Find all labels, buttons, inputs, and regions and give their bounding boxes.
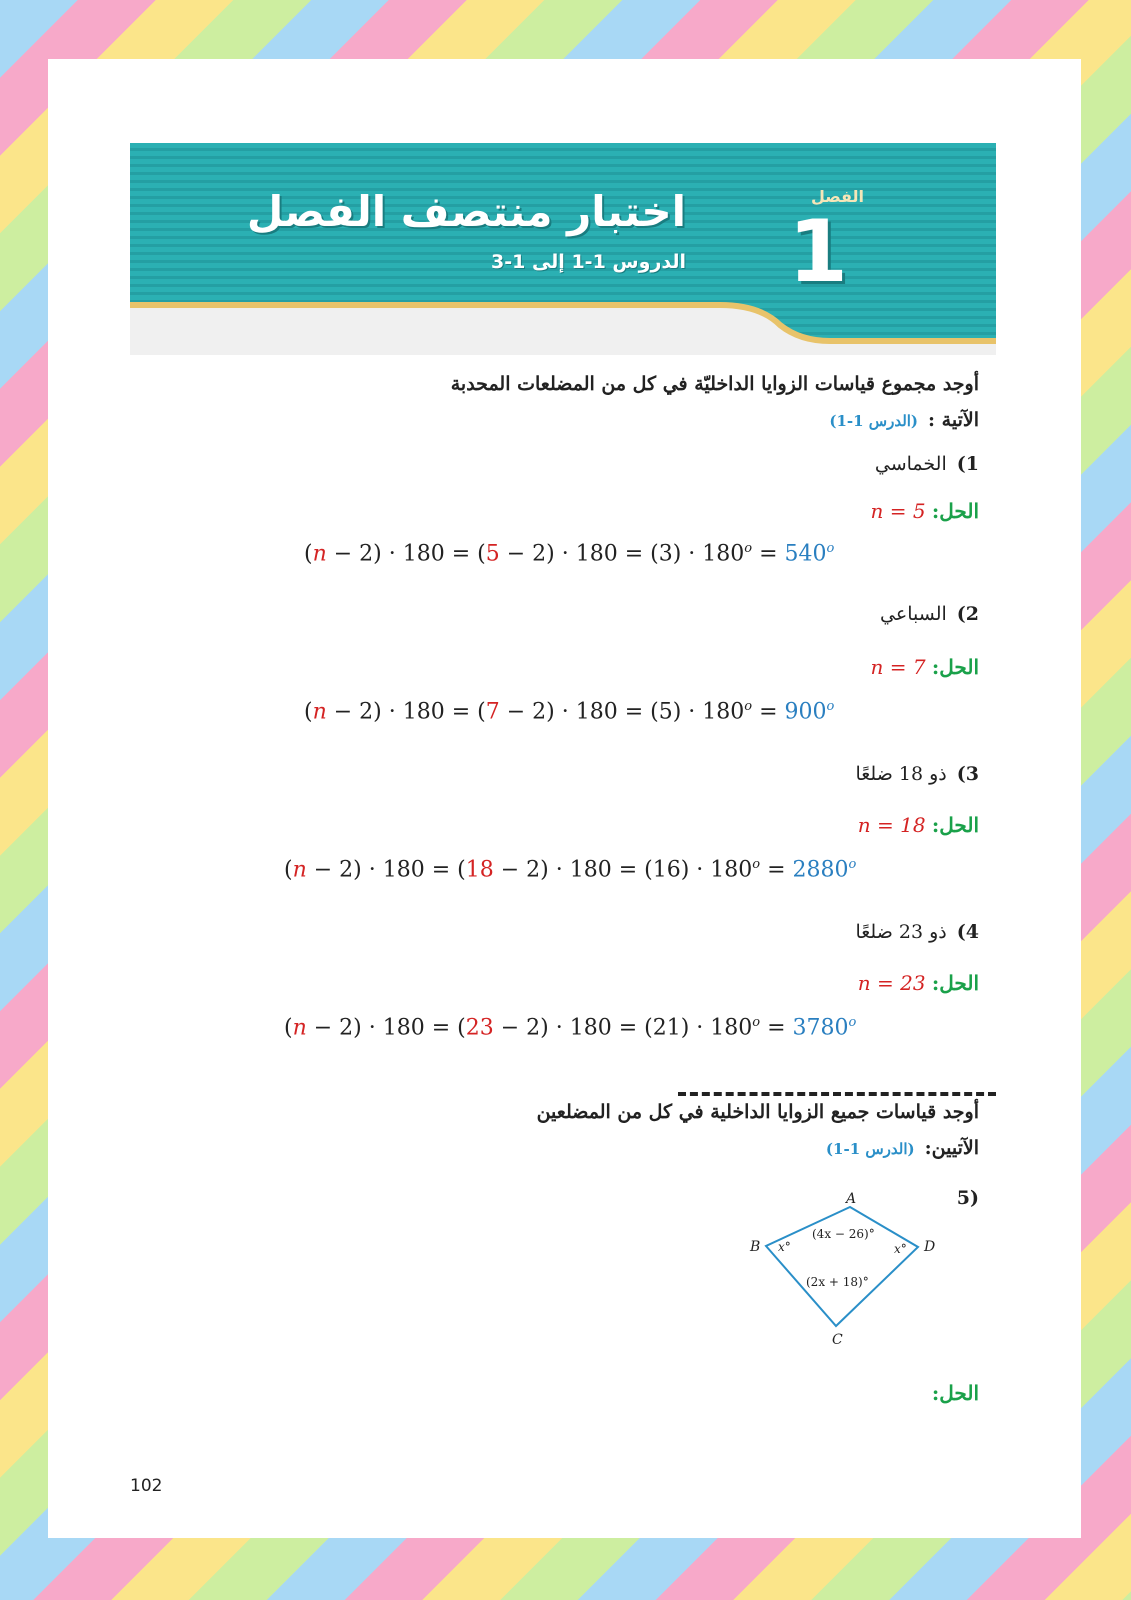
problem-4-n-value: n = 23 xyxy=(857,971,926,995)
page-number: 102 xyxy=(130,1476,163,1496)
problem-2-number: 2) xyxy=(956,603,979,625)
banner-curve xyxy=(130,143,996,355)
chapter-label: الفصل xyxy=(810,187,864,206)
page-sheet xyxy=(48,59,1081,1538)
problem-3-solution xyxy=(858,813,979,837)
problem-4 xyxy=(855,921,979,943)
problem-1-number: 1) xyxy=(956,453,979,475)
section2-instruction-line2 xyxy=(826,1137,979,1159)
chapter-banner xyxy=(130,143,996,355)
solution-label: الحل: xyxy=(931,499,979,523)
problem-1-equation: $(n - 2) \cdot 180 = (5 - 2) \cdot 180 = (3) \cdot 180^o = 540^o$ xyxy=(304,541,835,567)
vertex-a-label: A xyxy=(846,1191,857,1207)
problem-1-solution xyxy=(870,499,979,523)
section1-instruction-line2 xyxy=(829,409,979,431)
angle-b-label: x° xyxy=(778,1240,791,1254)
problem-3-equation: $(n - 2) \cdot 180 = (18 - 2) \cdot 180 = (16) \cdot 180^o = 2880^o$ xyxy=(284,857,857,883)
solution-label: الحل: xyxy=(931,971,979,995)
vertex-d-label: D xyxy=(924,1239,936,1255)
banner-title: اختبار منتصف الفصل xyxy=(246,187,686,236)
section2-instruction: أوجد قياسات جميع الزوايا الداخلية في كل من المضلعين xyxy=(536,1101,979,1123)
problem-2-n-value: n = 7 xyxy=(870,655,926,679)
angle-c-label: (2x + 18)° xyxy=(806,1275,869,1289)
problem-3-text: ذو 18 ضلعًا xyxy=(855,763,947,785)
section1-lesson-ref: (الدرس 1-1) xyxy=(829,412,919,430)
section1-instruction: أوجد مجموع قياسات الزوايا الداخليّة في كل من المضلعات المحدبة xyxy=(450,373,979,395)
problem-4-equation: $(n - 2) \cdot 180 = (23 - 2) \cdot 180 = (21) \cdot 180^o = 3780^o$ xyxy=(284,1015,857,1041)
chapter-number: 1 xyxy=(788,202,848,302)
problem-3 xyxy=(855,763,979,785)
problem-3-n-value: n = 18 xyxy=(857,813,926,837)
section1-instruction-end: الآتية : xyxy=(928,409,979,431)
banner-subtitle: الدروس 1-1 إلى 1-3 xyxy=(490,251,686,273)
problem-4-solution xyxy=(858,971,979,995)
problem-2 xyxy=(880,603,979,625)
problem-5-number: (5 xyxy=(956,1187,979,1209)
problem-1-n-value: n = 5 xyxy=(870,499,926,523)
problem-2-text: السباعي xyxy=(880,603,947,625)
problem-4-text: ذو 23 ضلعًا xyxy=(855,921,947,943)
section2-lesson-ref: (الدرس 1-1) xyxy=(825,1140,915,1158)
angle-d-label: x° xyxy=(894,1242,907,1256)
problem-2-solution xyxy=(870,655,979,679)
problem-3-number: 3) xyxy=(956,763,979,785)
kite-diagram xyxy=(748,1189,968,1349)
problem-1 xyxy=(875,453,979,475)
problem-2-equation: $(n - 2) \cdot 180 = (7 - 2) \cdot 180 = (5) \cdot 180^o = 900^o$ xyxy=(304,699,835,725)
problem-4-number: 4) xyxy=(956,921,979,943)
section2-instruction-end: الآتيين: xyxy=(924,1137,979,1159)
vertex-b-label: B xyxy=(750,1239,761,1255)
problem-1-text: الخماسي xyxy=(874,453,947,475)
section-divider xyxy=(678,1092,996,1096)
vertex-c-label: C xyxy=(832,1332,843,1348)
solution-label: الحل: xyxy=(931,655,979,679)
solution-label: الحل: xyxy=(931,813,979,837)
angle-a-label: (4x − 26)° xyxy=(812,1227,875,1241)
kite-shape xyxy=(766,1207,918,1326)
problem-5-solution xyxy=(932,1381,979,1405)
solution-label: الحل: xyxy=(931,1381,979,1405)
